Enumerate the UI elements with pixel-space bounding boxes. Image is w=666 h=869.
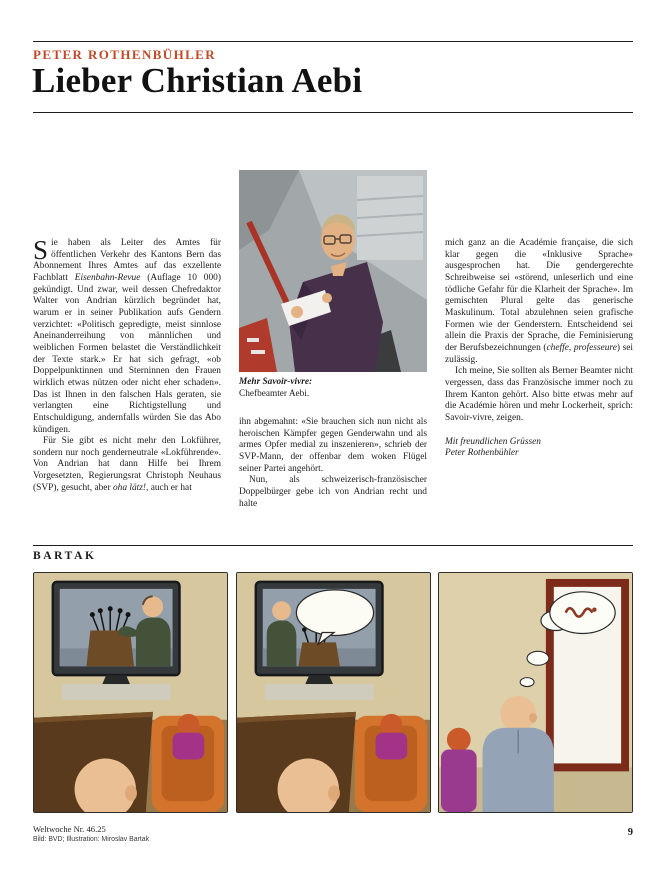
comic-panel-2 [236, 572, 431, 813]
page-title: Lieber Christian Aebi [32, 61, 363, 100]
paragraph: ihn abgemahnt: «Sie brauchen sich nun nicht als heroischen Kämpfer gegen Genderwahn und als armes Opfer medial zu inszenieren», schrieb der SVP-Mann, der offenbar dem woken Flügel seiner Partei angehört. [239, 417, 427, 474]
signoff: Mit freundlichen Grüssen Peter Rothenbühler [445, 436, 541, 459]
paragraph: mich ganz an die Académie française, die sich klar gegen die «Inklusive Sprache» ausgesprochen hat. Die gendergerechte Schreibweise sei «störend, unleserlich und eine tödliche Gefahr für die Klarheit der Sprache». Im gemischten Plural gelte das generische Maskulinum. Total abzulehnen seien grafische Formen wie der Genderstern. Entscheidend sei allein die Praxis der Sprache, die Feminisierung der Berufsbezeichnungen (cheffe, professeure) sei zulässig. [445, 238, 634, 365]
comic-panel-3 [438, 572, 633, 813]
page-number: 9 [627, 827, 633, 838]
article-photo [239, 170, 427, 372]
article-column-2 [239, 170, 427, 510]
article-column-1 [33, 170, 221, 510]
paragraph: Ich meine, Sie sollten als Berner Beamter nicht vergessen, dass das Französische immer noch zu Ihrem Kanton gehört. Also bitte etwas mehr auf die Académie hören und mehr Lockerheit, sprich: Savoir-vivre, zeigen. [445, 366, 633, 423]
speech-balloon [296, 590, 373, 636]
headline-divider [33, 112, 633, 113]
comic-strip [33, 572, 633, 813]
paragraph: Nun, als schweizerisch-französischer Doppelbürger gebe ich von Andrian recht und halte [239, 475, 427, 509]
paragraph: Für Sie gibt es nicht mehr den Lokführer, sondern nur noch genderneutrale «Lokführende». Von Andrian hat dann Hilfe bei Ihrem Vorgesetzten, Regierungsrat Christoph Neuhaus (SVP), gesucht, aber oha lätz!, auch er hat [33, 436, 221, 493]
comic-title: BARTAK [33, 550, 97, 562]
article-figure [239, 170, 427, 400]
tv [255, 582, 382, 684]
thought-bubble [527, 651, 549, 665]
top-divider [33, 41, 633, 42]
page-footer [33, 824, 633, 843]
footer-issue: Weltwoche Nr. 46.25 [33, 824, 106, 834]
article-column-3 [445, 170, 633, 510]
paragraph: Sie haben als Leiter des Amtes für öffentlichen Verkehr des Kantons Bern das Abonnement Ihres Amtes auf das exzellente Fachblatt Eisenbahn-Revue (Auflage 10 000) gekündigt. Und zwar, weil dessen Chefredaktor Walter von Andrian kürzlich begründet hat, warum er in seiner Publikation aufs Gendern verzichtet: «Politisch gepredigte, meist sinnlose Aneinanderreihung von männlichen und weiblichen Formen belastet die Verständlichkeit der Texte stark.» Er hat sich gefragt, «ob Doppelpunktinnen und Sterninnen den Frauen wirklich etwas nützen oder nicht eher schaden». Das ist Ihnen in den falschen Hals geraten, sie verlangten eine Richtigstellung und Entschuldigung, andernfalls würden Sie das Abo kündigen. [33, 235, 221, 435]
footer-credits: Bild: BVD; Illustration: Miroslav Bartak [33, 836, 150, 843]
author-kicker: PETER ROTHENBÜHLER [33, 47, 217, 62]
tv [53, 582, 180, 684]
article-body [33, 170, 633, 510]
drop-cap: S [33, 235, 49, 265]
comic-panel-1 [33, 572, 228, 813]
thought-bubble [520, 678, 534, 687]
comic-divider [33, 545, 633, 546]
photo-caption: Mehr Savoir-vivre: Chefbeamter Aebi. [239, 377, 313, 399]
